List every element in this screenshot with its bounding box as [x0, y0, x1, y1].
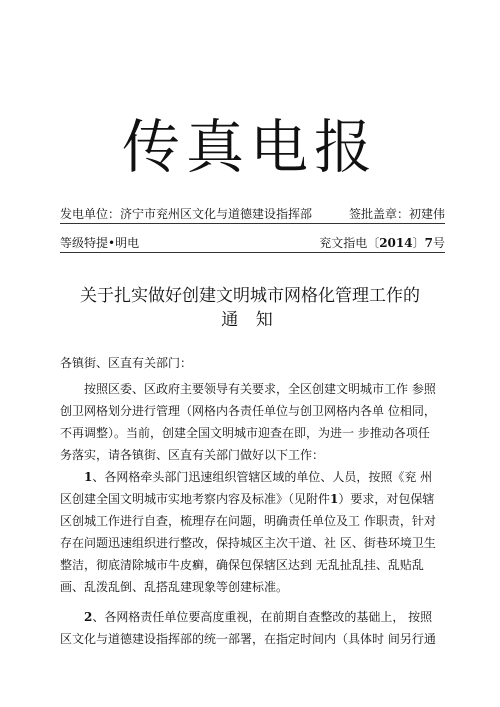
paragraph-item-2: [60, 606, 440, 650]
item-number: 2: [84, 610, 93, 624]
paragraph-intro: 按照区委、区政府主要领导有关要求，全区创建文明城市工作 参照创卫网格划分进行管理（网格内各责任单位与创卫网格内各单 位相同，不再调整）。当前，创建全国文明城市迎查在即，为进一 步推动各项任务落实，请各镇街、区直有关部门做好以下工作：: [60, 382, 436, 462]
item-number: 1: [84, 470, 93, 484]
signer-info: [349, 205, 445, 223]
priority-label: 等级特提•明电: [60, 236, 140, 250]
item-text-b: ）要求，对包保辖区创城工作进行自查，梳理存在问题，明确责任单位及工 作职责，针对存在问题迅速组织进行整改，保持城区主次干道、社 区、街巷环境卫生整洁，彻底清除城市牛皮癣，确保包保辖区达到 无乱扯乱挂、乱贴乱画、乱泼乱倒、乱搭乱建现象等创建标准。: [60, 492, 436, 594]
salutation: 各镇街、区直有关部门：: [60, 356, 193, 370]
sender-info: [60, 205, 312, 223]
document-number: [319, 234, 445, 252]
paragraph-item-1: [60, 466, 440, 598]
signer-label: 签批盖章：: [348, 207, 409, 221]
item-text: 、各网格责任单位要高度重视，在前期自查整改的基础上， 按照区文化与道德建设指挥部的统一部署，在指定时间内（具体时 间另行通: [60, 610, 436, 646]
doc-number-num: 7: [424, 236, 433, 250]
attachment-ref: 1: [330, 492, 339, 506]
document-title-line1: 关于扎实做好创建文明城市网格化管理工作的: [80, 286, 420, 306]
sender-label: 发电单位：: [60, 207, 121, 221]
item-text-a: 、各网格牵头部门迅速组织管辖区域的单位、人员，按照《兖 州区创建全国文明城市实地考察内容及标准》（见附件: [60, 470, 433, 506]
fax-title: 传真电报: [121, 113, 378, 181]
doc-number-prefix: 兖文指电〔: [319, 236, 380, 250]
priority-line: [60, 234, 445, 253]
sender-value: 济宁市兖州区文化与道德建设指挥部: [120, 207, 313, 221]
doc-number-suffix: 号: [432, 236, 445, 250]
document-title-line2: 通 知: [221, 310, 279, 330]
doc-number-bracket: 〕: [412, 236, 425, 250]
doc-number-year: 2014: [379, 236, 413, 250]
signer-value: 初建伟: [408, 207, 445, 221]
sender-line: [60, 205, 445, 224]
